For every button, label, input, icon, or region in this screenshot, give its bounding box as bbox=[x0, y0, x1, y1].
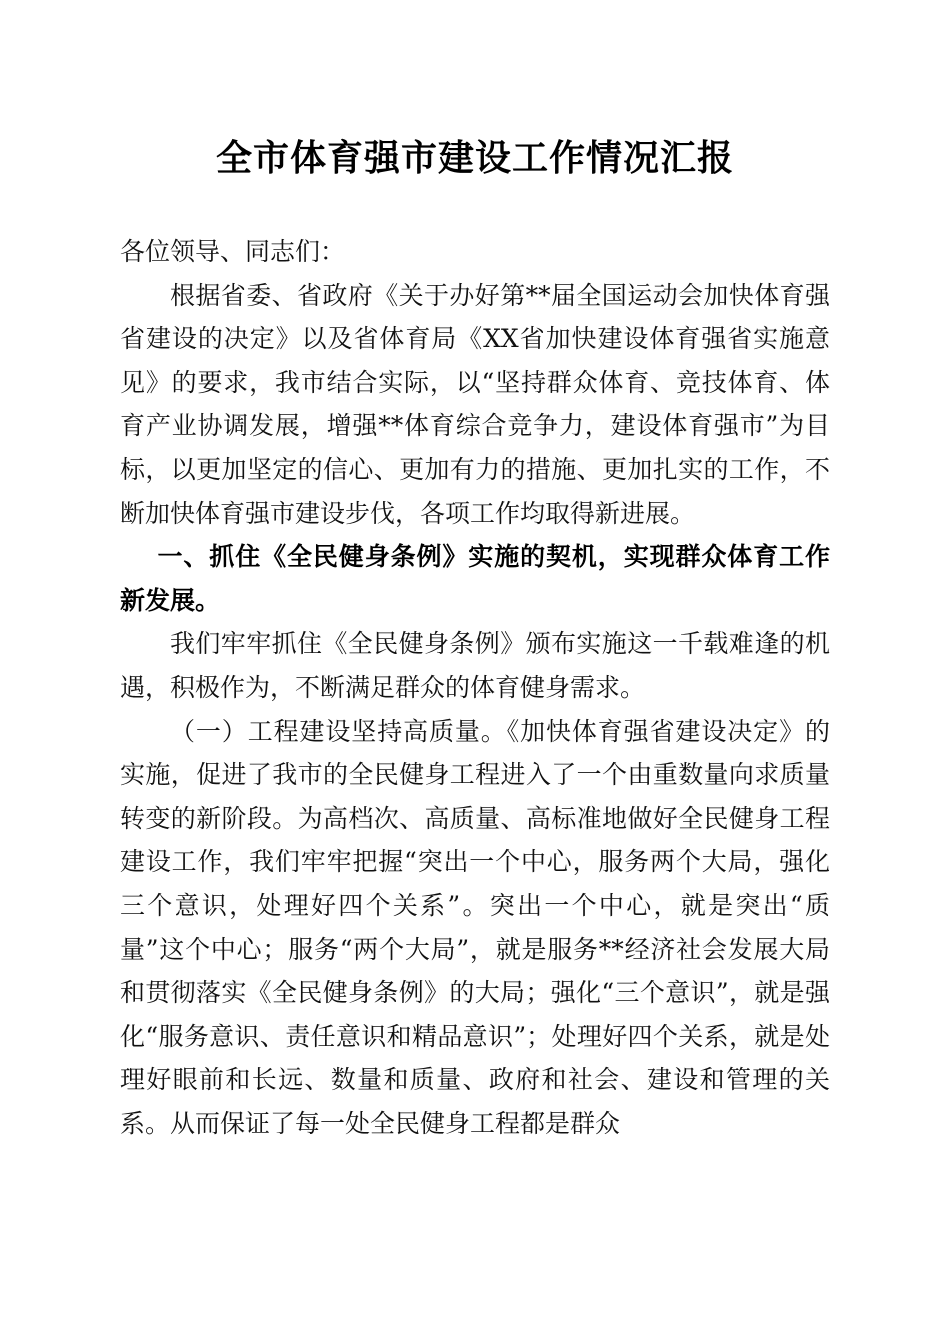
document-title: 全市体育强市建设工作情况汇报 bbox=[215, 137, 734, 179]
salutation: 各位领导、同志们： bbox=[120, 237, 346, 266]
section-1-paragraph: 我们牢牢抓住《全民健身条例》颁布实施这一千载难逢的机遇，积极作为，不断满足群众的体育健身需求。 bbox=[120, 629, 830, 702]
intro-paragraph: 根据省委、省政府《关于办好第**届全国运动会加快体育强省建设的决定》以及省体育局《XX省加快建设体育强省实施意见》的要求，我市结合实际，以“坚持群众体育、竞技体育、体育产业协调发展，增强**体育综合竞争力，建设体育强市”为目标，以更加坚定的信心、更加有力的措施、更加扎实的工作，不断加快体育强市建设步伐，各项工作均取得新进展。 bbox=[120, 280, 830, 528]
section-1-heading: 一、抓住《全民健身条例》实施的契机，实现群众体育工作新发展。 bbox=[120, 542, 830, 615]
subsection-1-heading: （一）工程建设坚持高质量。 bbox=[170, 716, 507, 746]
document-body bbox=[120, 230, 830, 1145]
subsection-1-paragraph bbox=[120, 710, 830, 1146]
subsection-1-body: 《加快体育强省建设决定》的实施，促进了我市的全民健身工程进入了一个由重数量向求质量转变的新阶段。为高档次、高质量、高标准地做好全民健身工程建设工作，我们牢牢把握“突出一个中心，服务两个大局，强化三个意识，处理好四个关系”。突出一个中心，就是突出“质量”这个中心；服务“两个大局”，就是服务**经济社会发展大局和贯彻落实《全民健身条例》的大局；强化“三个意识”，就是强化“服务意识、责任意识和精品意识”；处理好四个关系，就是处理好眼前和长远、数量和质量、政府和社会、建设和管理的关系。从而保证了每一处全民健身工程都是群众 bbox=[120, 716, 830, 1138]
